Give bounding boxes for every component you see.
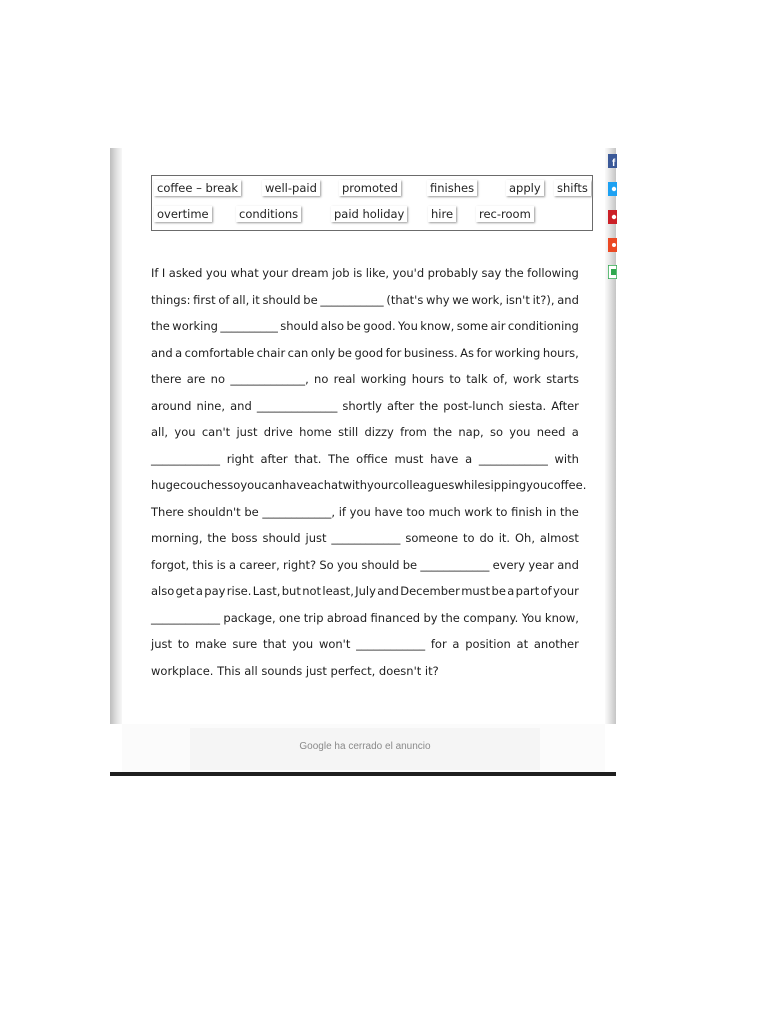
passage-line: there are no _____________, no real working hours to talk of, work starts bbox=[151, 372, 579, 386]
left-page-edge bbox=[110, 148, 122, 724]
word-bank-item: shifts bbox=[554, 180, 591, 196]
passage-line: ____________ package, one trip abroad financed by the company. You know, bbox=[151, 611, 579, 625]
word-bank-item: rec-room bbox=[476, 206, 534, 222]
svg-text:f: f bbox=[612, 158, 616, 168]
word-bank-item: promoted bbox=[339, 180, 401, 196]
passage-line: morning, the boss should just ____________ someone to do it. Oh, almost bbox=[151, 531, 579, 545]
passage-line: ____________ right after that. The office must have a ____________ with bbox=[151, 452, 579, 466]
passage-line: If I asked you what your dream job is like, you'd probably say the following bbox=[151, 266, 579, 280]
word-bank-item: paid holiday bbox=[331, 206, 407, 222]
pinterest-icon[interactable] bbox=[608, 210, 617, 224]
right-page-edge bbox=[605, 148, 616, 724]
passage-line: just to make sure that you won't ____________ for a position at another bbox=[151, 637, 579, 651]
word-bank-item: conditions bbox=[236, 206, 301, 222]
stumbleupon-icon[interactable] bbox=[608, 238, 617, 252]
word-bank-item: hire bbox=[428, 206, 456, 222]
word-bank-item: coffee – break bbox=[154, 180, 241, 196]
word-bank-item: overtime bbox=[154, 206, 212, 222]
passage-line: There shouldn't be ____________, if you have too much work to finish in the bbox=[151, 505, 579, 519]
twitter-icon[interactable] bbox=[608, 182, 617, 196]
passage-line: the working __________ should also be good. You know, some air conditioning bbox=[151, 319, 579, 333]
passage-line: workplace. This all sounds just perfect, doesn't it? bbox=[151, 664, 439, 678]
passage-line: also get a pay rise. Last, but not least, July and December must be a part of your bbox=[151, 584, 579, 598]
facebook-icon[interactable] bbox=[608, 154, 617, 168]
word-bank bbox=[151, 175, 593, 231]
bottom-border bbox=[110, 772, 616, 776]
passage-line: and a comfortable chair can only be good for business. As for working hours, bbox=[151, 346, 579, 360]
passage-line: huge couches so you can have a chat with your colleagues while sipping you coffee. bbox=[151, 478, 587, 492]
passage-line: forgot, this is a career, right? So you should be ____________ every year and bbox=[151, 558, 579, 572]
ad-closed-notice: Google ha cerrado el anuncio bbox=[299, 741, 431, 752]
word-bank-item: finishes bbox=[427, 180, 477, 196]
word-bank-item: well-paid bbox=[262, 180, 320, 196]
more-share-icon[interactable] bbox=[608, 265, 617, 279]
word-bank-item: apply bbox=[506, 180, 544, 196]
passage-line: all, you can't just drive home still dizzy from the nap, so you need a bbox=[151, 425, 579, 439]
passage-line: things: first of all, it should be ___________ (that's why we work, isn't it?), and bbox=[151, 293, 579, 307]
passage-line: around nine, and ______________ shortly after the post-lunch siesta. After bbox=[151, 399, 579, 413]
